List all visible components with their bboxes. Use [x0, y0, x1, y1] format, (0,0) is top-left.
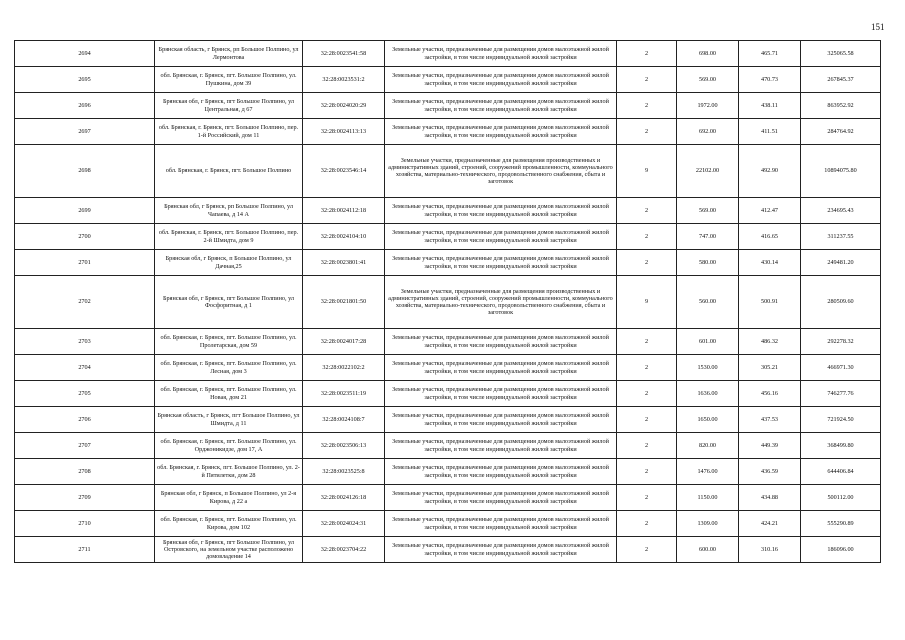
cadastral-value-cell: 746277.76: [801, 381, 881, 407]
area-cell: 1150.00: [677, 485, 739, 511]
cadastral-value-cell: 267845.37: [801, 67, 881, 93]
area-cell: 569.00: [677, 198, 739, 224]
cadastral-value-cell: 325065.58: [801, 41, 881, 67]
cadastral-value-cell: 280509.60: [801, 276, 881, 329]
table-row: [15, 276, 881, 329]
cadastral-number-cell: 32:28:0023546:14: [303, 145, 385, 198]
group-cell: 2: [617, 459, 677, 485]
group-cell: 2: [617, 198, 677, 224]
group-cell: 2: [617, 67, 677, 93]
cadastral-number-cell: 32:28:0024024:31: [303, 511, 385, 537]
table-body: [15, 41, 881, 563]
land-use-cell: Земельные участки, предназначенные для размещения домов малоэтажной жилой застройки, в том числе индивидуальной жилой застройки: [385, 485, 617, 511]
specific-value-cell: 449.39: [739, 433, 801, 459]
area-cell: 600.00: [677, 537, 739, 563]
table-row: [15, 41, 881, 67]
specific-value-cell: 465.71: [739, 41, 801, 67]
row-number: 2703: [15, 329, 155, 355]
cadastral-number-cell: 32:28:0021801:50: [303, 276, 385, 329]
row-number: 2709: [15, 485, 155, 511]
row-number: 2710: [15, 511, 155, 537]
group-cell: 9: [617, 145, 677, 198]
table-row: [15, 250, 881, 276]
group-cell: 2: [617, 119, 677, 145]
cadastral-value-cell: 292278.32: [801, 329, 881, 355]
area-cell: 580.00: [677, 250, 739, 276]
specific-value-cell: 412.47: [739, 198, 801, 224]
cadastral-value-cell: 311237.55: [801, 224, 881, 250]
address-cell: обл. Брянская, г. Брянск, пгт. Большое Полпино, пер. 2-й Шмидта, дом 9: [155, 224, 303, 250]
area-cell: 601.00: [677, 329, 739, 355]
specific-value-cell: 492.90: [739, 145, 801, 198]
cadastral-number-cell: 32:28:0023525:8: [303, 459, 385, 485]
land-use-cell: Земельные участки, предназначенные для размещения домов малоэтажной жилой застройки, в том числе индивидуальной жилой застройки: [385, 381, 617, 407]
cadastral-number-cell: 32:28:0024020:29: [303, 93, 385, 119]
address-cell: обл. Брянская, г. Брянск, пгт. Большое Полпино, ул. Пушкина, дом 39: [155, 67, 303, 93]
land-use-cell: Земельные участки, предназначенные для размещения домов малоэтажной жилой застройки, в том числе индивидуальной жилой застройки: [385, 329, 617, 355]
land-use-cell: Земельные участки, предназначенные для размещения домов малоэтажной жилой застройки, в том числе индивидуальной жилой застройки: [385, 224, 617, 250]
area-cell: 1650.00: [677, 407, 739, 433]
table-row: [15, 407, 881, 433]
row-number: 2702: [15, 276, 155, 329]
land-use-cell: Земельные участки, предназначенные для размещения домов малоэтажной жилой застройки, в том числе индивидуальной жилой застройки: [385, 355, 617, 381]
specific-value-cell: 470.73: [739, 67, 801, 93]
address-cell: обл. Брянская, г. Брянск, пгт. Большое Полпино, ул. Лесная, дом 3: [155, 355, 303, 381]
area-cell: 1972.00: [677, 93, 739, 119]
address-cell: Брянская обл, г Брянск, пгт Большое Полпино, ул Островского, на земельном участке расположено домовладение 14: [155, 537, 303, 563]
specific-value-cell: 437.53: [739, 407, 801, 433]
row-number: 2699: [15, 198, 155, 224]
row-number: 2711: [15, 537, 155, 563]
area-cell: 820.00: [677, 433, 739, 459]
group-cell: 9: [617, 276, 677, 329]
table-row: [15, 537, 881, 563]
row-number: 2706: [15, 407, 155, 433]
group-cell: 2: [617, 407, 677, 433]
address-cell: Брянская обл, г Брянск, пгт Большое Полпино, ул Фосфоритная, д 1: [155, 276, 303, 329]
specific-value-cell: 305.21: [739, 355, 801, 381]
specific-value-cell: 500.91: [739, 276, 801, 329]
table-row: [15, 224, 881, 250]
specific-value-cell: 486.32: [739, 329, 801, 355]
address-cell: обл. Брянская, г. Брянск, пгт. Большое Полпино, ул. Орджоникидзе, дом 17, А: [155, 433, 303, 459]
cadastral-number-cell: 32:28:0024112:18: [303, 198, 385, 224]
address-cell: обл. Брянская, г. Брянск, пгт. Большое Полпино, ул. 2-й Пятилетки, дом 28: [155, 459, 303, 485]
row-number: 2696: [15, 93, 155, 119]
table-row: [15, 381, 881, 407]
table-row: [15, 93, 881, 119]
cadastral-number-cell: 32:28:0024126:18: [303, 485, 385, 511]
table-row: [15, 329, 881, 355]
row-number: 2708: [15, 459, 155, 485]
group-cell: 2: [617, 329, 677, 355]
cadastral-value-cell: 368499.80: [801, 433, 881, 459]
cadastral-value-cell: 500112.00: [801, 485, 881, 511]
cadastral-value-cell: 555290.89: [801, 511, 881, 537]
group-cell: 2: [617, 224, 677, 250]
cadastral-number-cell: 32:28:0023704:22: [303, 537, 385, 563]
land-use-cell: Земельные участки, предназначенные для размещения домов малоэтажной жилой застройки, в том числе индивидуальной жилой застройки: [385, 93, 617, 119]
land-use-cell: Земельные участки, предназначенные для размещения домов малоэтажной жилой застройки, в том числе индивидуальной жилой застройки: [385, 459, 617, 485]
land-use-cell: Земельные участки, предназначенные для размещения домов малоэтажной жилой застройки, в том числе индивидуальной жилой застройки: [385, 407, 617, 433]
group-cell: 2: [617, 381, 677, 407]
group-cell: 2: [617, 485, 677, 511]
cadastral-number-cell: 32:28:0024113:13: [303, 119, 385, 145]
specific-value-cell: 424.21: [739, 511, 801, 537]
land-use-cell: Земельные участки, предназначенные для размещения домов малоэтажной жилой застройки, в том числе индивидуальной жилой застройки: [385, 433, 617, 459]
row-number: 2704: [15, 355, 155, 381]
land-use-cell: Земельные участки, предназначенные для размещения домов малоэтажной жилой застройки, в том числе индивидуальной жилой застройки: [385, 537, 617, 563]
area-cell: 560.00: [677, 276, 739, 329]
group-cell: 2: [617, 250, 677, 276]
group-cell: 2: [617, 355, 677, 381]
group-cell: 2: [617, 41, 677, 67]
cadastral-number-cell: 32:28:0022102:2: [303, 355, 385, 381]
cadastral-number-cell: 32:28:0023531:2: [303, 67, 385, 93]
table-row: [15, 198, 881, 224]
address-cell: Брянская область, г Брянск, пгт Большое Полпино, ул Шмидта, д 11: [155, 407, 303, 433]
specific-value-cell: 310.16: [739, 537, 801, 563]
address-cell: Брянская обл, г Брянск, п Большое Полпино, ул Дачная,25: [155, 250, 303, 276]
cadastral-number-cell: 32:28:0023541:58: [303, 41, 385, 67]
land-use-cell: Земельные участки, предназначенные для размещения домов малоэтажной жилой застройки, в том числе индивидуальной жилой застройки: [385, 67, 617, 93]
row-number: 2697: [15, 119, 155, 145]
specific-value-cell: 411.51: [739, 119, 801, 145]
address-cell: Брянская обл, г Брянск, пгт Большое Полпино, ул Центральная, д 67: [155, 93, 303, 119]
area-cell: 1530.00: [677, 355, 739, 381]
cadastral-number-cell: 32:28:0024104:10: [303, 224, 385, 250]
address-cell: обл. Брянская, г. Брянск, пгт. Большое Полпино, ул. Пролетарская, дом 59: [155, 329, 303, 355]
address-cell: обл. Брянская, г. Брянск, пгт. Большое Полпино, ул. Кирова, дом 102: [155, 511, 303, 537]
table-row: [15, 433, 881, 459]
cadastral-value-cell: 284764.92: [801, 119, 881, 145]
address-cell: Брянская обл, г Брянск, п Большое Полпино, ул 2-я Кирова, д 22 а: [155, 485, 303, 511]
area-cell: 1476.00: [677, 459, 739, 485]
area-cell: 747.00: [677, 224, 739, 250]
specific-value-cell: 456.16: [739, 381, 801, 407]
row-number: 2698: [15, 145, 155, 198]
specific-value-cell: 436.59: [739, 459, 801, 485]
land-use-cell: Земельные участки, предназначенные для размещения домов малоэтажной жилой застройки, в том числе индивидуальной жилой застройки: [385, 41, 617, 67]
address-cell: обл. Брянская, г. Брянск, пгт. Большое Полпино: [155, 145, 303, 198]
cadastral-value-cell: 186096.00: [801, 537, 881, 563]
land-use-cell: Земельные участки, предназначенные для размещения домов малоэтажной жилой застройки, в том числе индивидуальной жилой застройки: [385, 511, 617, 537]
specific-value-cell: 416.65: [739, 224, 801, 250]
specific-value-cell: 430.14: [739, 250, 801, 276]
group-cell: 2: [617, 433, 677, 459]
address-cell: Брянская обл, г Брянск, рп Большое Полпино, ул Чапаева, д 14 А: [155, 198, 303, 224]
row-number: 2700: [15, 224, 155, 250]
cadastral-value-cell: 863952.92: [801, 93, 881, 119]
table-row: [15, 485, 881, 511]
cadastral-value-cell: 10894075.80: [801, 145, 881, 198]
area-cell: 1636.00: [677, 381, 739, 407]
group-cell: 2: [617, 537, 677, 563]
cadastral-value-cell: 466971.30: [801, 355, 881, 381]
land-use-cell: Земельные участки, предназначенные для размещения домов малоэтажной жилой застройки, в том числе индивидуальной жилой застройки: [385, 119, 617, 145]
land-use-cell: Земельные участки, предназначенные для размещения производственных и административных зданий, строений, сооружений промышленности, коммунального хозяйства, материально-технического, продовольственного снабжения, сбыта и заготовок: [385, 276, 617, 329]
group-cell: 2: [617, 93, 677, 119]
area-cell: 692.00: [677, 119, 739, 145]
table-row: [15, 459, 881, 485]
cadastral-value-cell: 644406.84: [801, 459, 881, 485]
address-cell: обл. Брянская, г. Брянск, пгт. Большое Полпино, ул. Новая, дом 21: [155, 381, 303, 407]
row-number: 2694: [15, 41, 155, 67]
cadastral-value-table: [14, 40, 881, 563]
row-number: 2705: [15, 381, 155, 407]
cadastral-number-cell: 32:28:0023801:41: [303, 250, 385, 276]
table-row: [15, 67, 881, 93]
row-number: 2707: [15, 433, 155, 459]
page-number: 151: [871, 22, 885, 32]
cadastral-number-cell: 32:28:0024108:7: [303, 407, 385, 433]
cadastral-number-cell: 32:28:0023511:19: [303, 381, 385, 407]
cadastral-value-cell: 249481.20: [801, 250, 881, 276]
row-number: 2701: [15, 250, 155, 276]
cadastral-value-cell: 234695.43: [801, 198, 881, 224]
group-cell: 2: [617, 511, 677, 537]
table-row: [15, 145, 881, 198]
table-row: [15, 119, 881, 145]
cadastral-number-cell: 32:28:0023506:13: [303, 433, 385, 459]
specific-value-cell: 434.88: [739, 485, 801, 511]
specific-value-cell: 438.11: [739, 93, 801, 119]
table-row: [15, 511, 881, 537]
area-cell: 1309.00: [677, 511, 739, 537]
row-number: 2695: [15, 67, 155, 93]
cadastral-value-cell: 721924.50: [801, 407, 881, 433]
area-cell: 569.00: [677, 67, 739, 93]
table-row: [15, 355, 881, 381]
land-use-cell: Земельные участки, предназначенные для размещения домов малоэтажной жилой застройки, в том числе индивидуальной жилой застройки: [385, 198, 617, 224]
address-cell: обл. Брянская, г. Брянск, пгт. Большое Полпино, пер. 1-й Российский, дом 11: [155, 119, 303, 145]
land-use-cell: Земельные участки, предназначенные для размещения домов малоэтажной жилой застройки, в том числе индивидуальной жилой застройки: [385, 250, 617, 276]
area-cell: 698.00: [677, 41, 739, 67]
cadastral-number-cell: 32:28:0024017:28: [303, 329, 385, 355]
land-use-cell: Земельные участки, предназначенные для размещения производственных и административных зданий, строений, сооружений промышленности, коммунального хозяйства, материально-технического, продовольственного снабжения, сбыта и заготовок: [385, 145, 617, 198]
address-cell: Брянская область, г Брянск, рп Большое Полпино, ул Лермонтова: [155, 41, 303, 67]
area-cell: 22102.00: [677, 145, 739, 198]
